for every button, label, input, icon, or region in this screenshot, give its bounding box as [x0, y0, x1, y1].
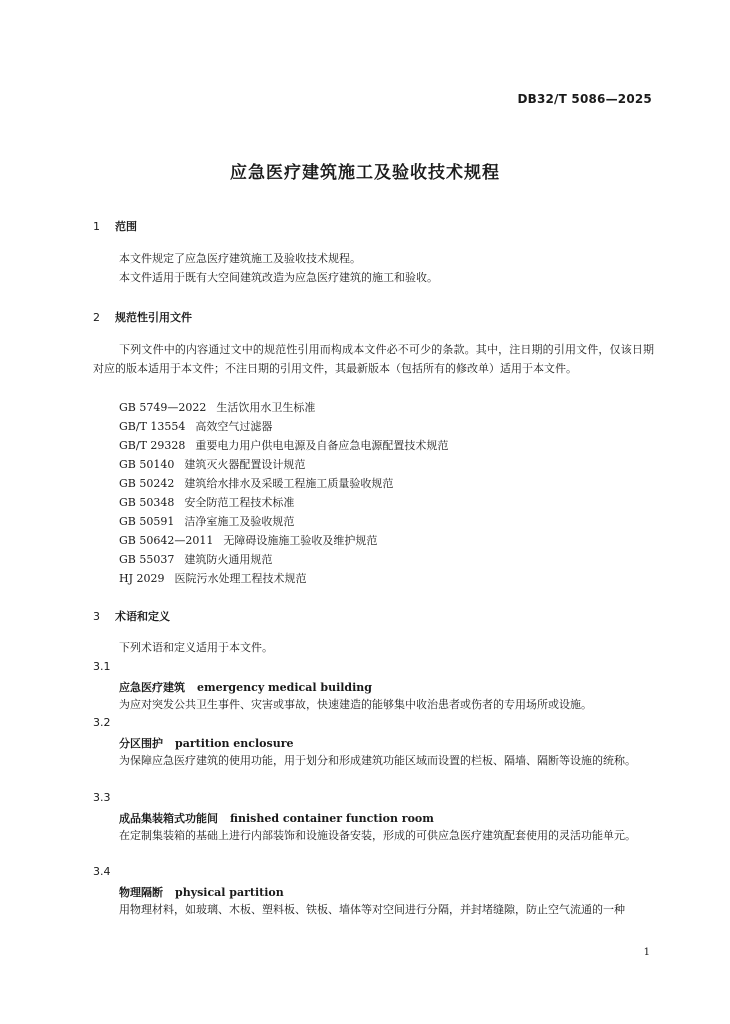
term-definition-text: 为保障应急医疗建筑的使用功能，用于划分和形成建筑功能区域而设置的栏板、隔墙、隔断等设施的统称。 [119, 754, 636, 767]
term-definition [93, 900, 654, 919]
term-number: 3.1 [93, 660, 111, 673]
term-heading [119, 884, 284, 900]
scope-paragraph-2 [93, 268, 654, 287]
term-heading [119, 810, 434, 826]
terms-intro-text: 下列术语和定义适用于本文件。 [119, 641, 273, 654]
reference-name: 洁净室施工及验收规范 [184, 515, 295, 528]
reference-item [119, 456, 305, 472]
scope-text-1: 本文件规定了应急医疗建筑施工及验收技术规程。 [119, 252, 361, 265]
term-chinese: 分区围护 [119, 737, 163, 750]
term-chinese: 成品集装箱式功能间 [119, 812, 218, 825]
reference-code: GB 50642—2011 [119, 534, 214, 547]
section-number: 2 [93, 311, 100, 324]
term-definition [93, 751, 654, 770]
reference-item [119, 399, 315, 415]
term-definition-text: 用物理材料，如玻璃、木板、塑料板、铁板、墙体等对空间进行分隔，并封堵缝隙，防止空气流通的一种 [119, 903, 625, 916]
reference-name: 生活饮用水卫生标准 [216, 401, 316, 414]
references-intro [93, 340, 654, 378]
term-number: 3.2 [93, 716, 111, 729]
term-definition-text: 为应对突发公共卫生事件、灾害或事故，快速建造的能够集中收治患者或伤者的专用场所或设施。 [119, 698, 592, 711]
term-number: 3.3 [93, 791, 111, 804]
section-heading-3 [93, 608, 170, 624]
term-number: 3.4 [93, 865, 111, 878]
section-number: 1 [93, 220, 100, 233]
reference-item [119, 570, 307, 586]
term-english: emergency medical building [197, 681, 372, 694]
reference-item [119, 513, 294, 529]
reference-name: 建筑灭火器配置设计规范 [184, 458, 306, 471]
section-title: 范围 [115, 220, 137, 233]
section-heading-1 [93, 218, 137, 234]
reference-code: GB 55037 [119, 553, 175, 566]
terms-intro [93, 638, 654, 657]
reference-name: 高效空气过滤器 [195, 420, 273, 433]
document-title: 应急医疗建筑施工及验收技术规程 [230, 163, 500, 183]
references-intro-text: 下列文件中的内容通过文中的规范性引用而构成本文件必不可少的条款。其中，注日期的引用文件，仅该日期对应的版本适用于本文件；不注日期的引用文件，其最新版本（包括所有的修改单）适用于本文件。 [93, 343, 654, 375]
reference-name: 安全防范工程技术标准 [184, 496, 295, 509]
reference-item [119, 551, 272, 567]
reference-code: GB/T 29328 [119, 439, 186, 452]
reference-item [119, 418, 272, 434]
reference-code: GB 5749—2022 [119, 401, 207, 414]
term-heading [119, 679, 372, 695]
scope-text-2: 本文件适用于既有大空间建筑改造为应急医疗建筑的施工和验收。 [119, 271, 438, 284]
standard-code: DB32/T 5086—2025 [517, 92, 652, 106]
term-definition [93, 695, 654, 714]
section-title: 规范性引用文件 [115, 311, 192, 324]
reference-code: HJ 2029 [119, 572, 165, 585]
term-english: physical partition [175, 886, 284, 899]
reference-code: GB 50242 [119, 477, 175, 490]
reference-code: GB 50591 [119, 515, 175, 528]
reference-item [119, 437, 448, 453]
section-title: 术语和定义 [115, 610, 170, 623]
term-chinese: 物理隔断 [119, 886, 163, 899]
term-heading [119, 735, 294, 751]
reference-name: 建筑防火通用规范 [184, 553, 273, 566]
term-definition-text: 在定制集装箱的基础上进行内部装饰和设施设备安装，形成的可供应急医疗建筑配套使用的灵活功能单元。 [119, 829, 636, 842]
section-heading-2 [93, 309, 192, 325]
term-english: finished container function room [230, 812, 434, 825]
reference-name: 建筑给水排水及采暖工程施工质量验收规范 [184, 477, 394, 490]
reference-item [119, 532, 377, 548]
scope-paragraph-1 [93, 249, 654, 268]
reference-code: GB 50348 [119, 496, 175, 509]
term-chinese: 应急医疗建筑 [119, 681, 185, 694]
reference-name: 重要电力用户供电电源及自备应急电源配置技术规范 [195, 439, 449, 452]
reference-name: 医院污水处理工程技术规范 [174, 572, 307, 585]
term-definition [93, 826, 654, 845]
term-english: partition enclosure [175, 737, 294, 750]
reference-code: GB/T 13554 [119, 420, 186, 433]
page-number: 1 [643, 947, 650, 958]
reference-item [119, 494, 294, 510]
reference-code: GB 50140 [119, 458, 175, 471]
section-number: 3 [93, 610, 100, 623]
reference-item [119, 475, 393, 491]
reference-name: 无障碍设施施工验收及维护规范 [223, 534, 378, 547]
